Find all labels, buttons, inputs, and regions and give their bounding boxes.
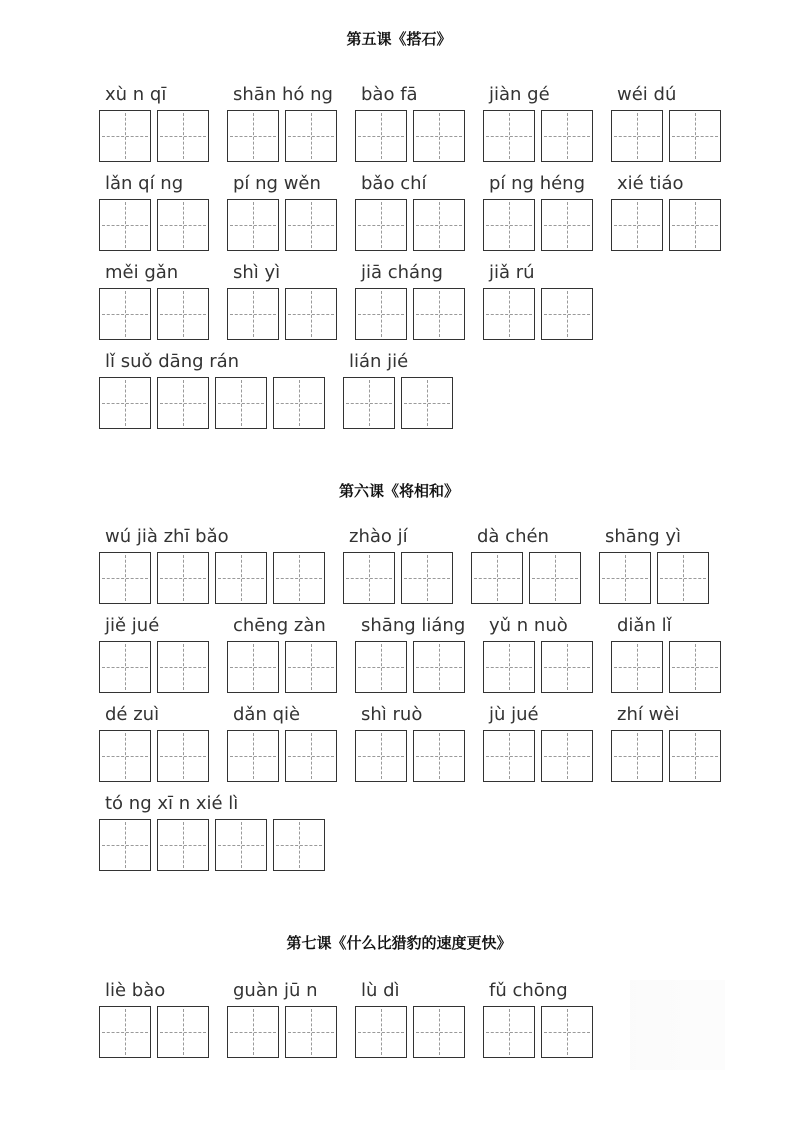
pinyin-label: bǎo chí (361, 173, 427, 194)
writing-box[interactable] (157, 819, 209, 871)
word-group (227, 260, 343, 350)
writing-box[interactable] (273, 819, 325, 871)
word-group (99, 349, 331, 439)
pinyin-label: shì ruò (361, 704, 423, 725)
word-group (99, 260, 215, 350)
word-group (483, 82, 599, 172)
pinyin-label: jiě jué (105, 615, 160, 636)
writing-box[interactable] (285, 641, 337, 693)
pinyin-label: zhí wèi (617, 704, 680, 725)
word-group (483, 260, 599, 350)
writing-box[interactable] (285, 730, 337, 782)
pinyin-label: dà chén (477, 526, 549, 547)
word-group (343, 524, 459, 614)
writing-box[interactable] (215, 552, 267, 604)
writing-box[interactable] (483, 199, 535, 251)
word-group (99, 524, 331, 614)
pinyin-label: lián jié (349, 351, 409, 372)
writing-box[interactable] (157, 199, 209, 251)
writing-box[interactable] (611, 110, 663, 162)
writing-box[interactable] (413, 288, 465, 340)
writing-box[interactable] (611, 199, 663, 251)
writing-box[interactable] (273, 552, 325, 604)
word-group (355, 171, 471, 261)
word-group (227, 82, 343, 172)
word-group (99, 978, 215, 1068)
word-group (343, 349, 459, 439)
writing-box[interactable] (541, 288, 593, 340)
writing-box[interactable] (285, 288, 337, 340)
writing-box[interactable] (413, 1006, 465, 1058)
pinyin-label: lǐ suǒ dāng rán (105, 351, 240, 372)
writing-box[interactable] (413, 641, 465, 693)
writing-box[interactable] (483, 1006, 535, 1058)
writing-box[interactable] (355, 288, 407, 340)
writing-box[interactable] (157, 552, 209, 604)
word-group (355, 702, 471, 792)
word-group (99, 82, 215, 172)
word-group (483, 702, 599, 792)
writing-box[interactable] (669, 641, 721, 693)
writing-box[interactable] (669, 110, 721, 162)
writing-box[interactable] (471, 552, 523, 604)
writing-box[interactable] (273, 377, 325, 429)
word-group (483, 613, 599, 703)
writing-box[interactable] (669, 730, 721, 782)
pinyin-label: dé zuì (105, 704, 160, 725)
writing-box[interactable] (285, 199, 337, 251)
writing-box[interactable] (285, 1006, 337, 1058)
pinyin-label: jù jué (489, 704, 539, 725)
writing-box[interactable] (227, 110, 279, 162)
writing-box[interactable] (99, 377, 151, 429)
writing-box[interactable] (529, 552, 581, 604)
writing-box[interactable] (99, 641, 151, 693)
word-group (355, 613, 471, 703)
writing-box[interactable] (355, 110, 407, 162)
pinyin-label: shāng yì (605, 526, 682, 547)
writing-box[interactable] (227, 288, 279, 340)
pinyin-label: pí ng wěn (233, 173, 321, 194)
writing-box[interactable] (541, 199, 593, 251)
pinyin-label: lǎn qí ng (105, 173, 184, 194)
word-group (227, 978, 343, 1068)
pinyin-label: guàn jū n (233, 980, 318, 1001)
writing-box[interactable] (99, 819, 151, 871)
writing-box[interactable] (611, 641, 663, 693)
writing-box[interactable] (413, 110, 465, 162)
pinyin-label: lù dì (361, 980, 400, 1001)
pinyin-label: wéi dú (617, 84, 677, 105)
pinyin-label: zhào jí (349, 526, 408, 547)
writing-box[interactable] (343, 552, 395, 604)
lesson-title: 第六课《将相和》 (338, 482, 459, 500)
pinyin-label: wú jià zhī bǎo (105, 526, 229, 547)
writing-box[interactable] (99, 552, 151, 604)
writing-box[interactable] (355, 1006, 407, 1058)
writing-box[interactable] (541, 1006, 593, 1058)
word-group (611, 171, 727, 261)
word-group (99, 613, 215, 703)
writing-box[interactable] (227, 1006, 279, 1058)
writing-box[interactable] (413, 199, 465, 251)
word-group (99, 702, 215, 792)
writing-box[interactable] (157, 1006, 209, 1058)
writing-box[interactable] (401, 552, 453, 604)
pinyin-label: chēng zàn (233, 615, 326, 636)
pinyin-label: xié tiáo (617, 173, 684, 194)
pinyin-label: liè bào (105, 980, 166, 1001)
writing-box[interactable] (483, 288, 535, 340)
word-group (611, 702, 727, 792)
word-group (471, 524, 587, 614)
word-group (599, 524, 715, 614)
pinyin-label: měi gǎn (105, 262, 179, 283)
writing-box[interactable] (355, 730, 407, 782)
writing-box[interactable] (227, 641, 279, 693)
writing-box[interactable] (227, 730, 279, 782)
writing-box[interactable] (401, 377, 453, 429)
writing-box[interactable] (483, 730, 535, 782)
word-group (611, 613, 727, 703)
writing-box[interactable] (157, 641, 209, 693)
writing-box[interactable] (157, 377, 209, 429)
lesson-title: 第五课《搭石》 (346, 30, 452, 48)
writing-box[interactable] (541, 641, 593, 693)
writing-box[interactable] (99, 730, 151, 782)
writing-box[interactable] (669, 199, 721, 251)
pinyin-label: jiā cháng (361, 262, 443, 283)
pinyin-label: jiàn gé (489, 84, 550, 105)
word-group (355, 978, 471, 1068)
word-group (99, 171, 215, 261)
writing-box[interactable] (413, 730, 465, 782)
writing-box[interactable] (657, 552, 709, 604)
pinyin-label: shāng liáng (361, 615, 466, 636)
word-group (355, 82, 471, 172)
writing-box[interactable] (99, 288, 151, 340)
pinyin-label: bào fā (361, 84, 418, 105)
pinyin-label: xù n qī (105, 84, 167, 105)
writing-box[interactable] (99, 199, 151, 251)
word-group (611, 82, 727, 172)
pinyin-label: shì yì (233, 262, 281, 283)
writing-box[interactable] (285, 110, 337, 162)
word-group (227, 613, 343, 703)
lesson-title: 第七课《什么比猎豹的速度更快》 (286, 934, 512, 952)
word-group (355, 260, 471, 350)
writing-box[interactable] (611, 730, 663, 782)
pinyin-label: diǎn lǐ (617, 615, 672, 636)
writing-box[interactable] (157, 288, 209, 340)
writing-box[interactable] (227, 199, 279, 251)
pinyin-label: yǔ n nuò (489, 615, 568, 636)
writing-box[interactable] (541, 730, 593, 782)
writing-box[interactable] (157, 730, 209, 782)
writing-box[interactable] (343, 377, 395, 429)
pinyin-label: shān hó ng (233, 84, 333, 105)
word-group (227, 702, 343, 792)
pinyin-label: tó ng xī n xié lì (105, 793, 239, 814)
writing-box[interactable] (355, 641, 407, 693)
word-group (99, 791, 331, 881)
writing-box[interactable] (541, 110, 593, 162)
faint-scan-mark (630, 980, 725, 1070)
pinyin-label: fǔ chōng (489, 980, 568, 1001)
writing-box[interactable] (99, 110, 151, 162)
word-group (483, 978, 599, 1068)
writing-box[interactable] (483, 110, 535, 162)
writing-box[interactable] (215, 819, 267, 871)
pinyin-label: dǎn qiè (233, 704, 301, 725)
pinyin-label: jiǎ rú (489, 262, 535, 283)
word-group (227, 171, 343, 261)
pinyin-label: pí ng héng (489, 173, 586, 194)
writing-box[interactable] (99, 1006, 151, 1058)
writing-box[interactable] (483, 641, 535, 693)
writing-box[interactable] (355, 199, 407, 251)
writing-box[interactable] (215, 377, 267, 429)
word-group (483, 171, 599, 261)
writing-box[interactable] (157, 110, 209, 162)
writing-box[interactable] (599, 552, 651, 604)
